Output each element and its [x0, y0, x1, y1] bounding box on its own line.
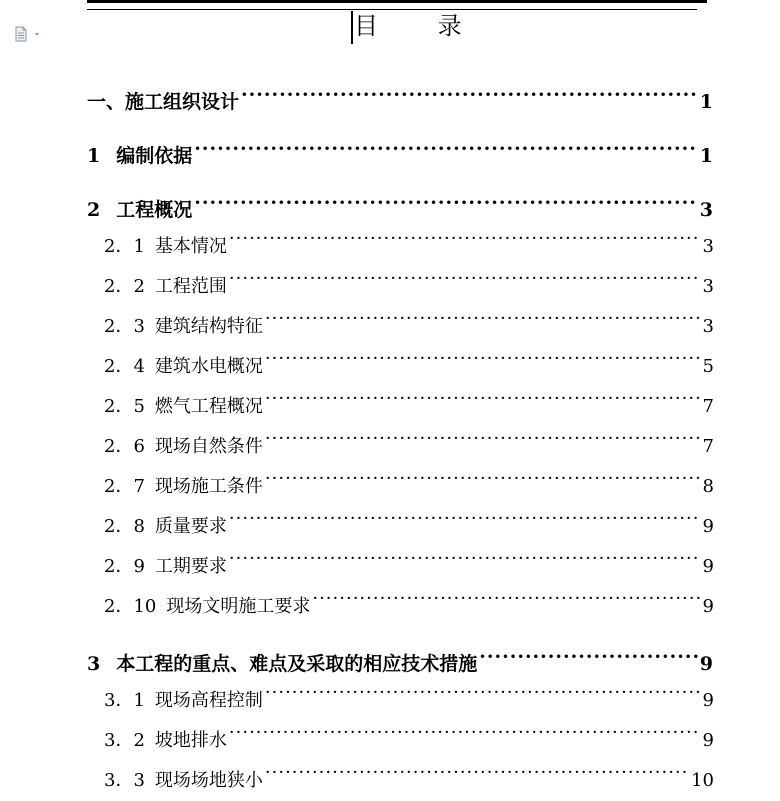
toc-entry-label: 建筑水电概况 [154, 356, 263, 377]
toc-entry-label: 燃气工程概况 [154, 396, 263, 417]
toc-dot-leader [229, 506, 701, 532]
toc-entry[interactable] [104, 426, 714, 457]
toc-entry-number: 3 [87, 653, 101, 675]
toc-entry-number: 2．4 [104, 356, 145, 377]
toc-entry-page: 9 [702, 730, 714, 751]
toc-entry-number: 2．8 [104, 516, 145, 537]
toc-entry[interactable] [104, 680, 714, 711]
toc-entry[interactable] [104, 266, 714, 297]
toc-dot-leader [265, 306, 701, 332]
toc-entry-label: 编制依据 [116, 145, 193, 167]
toc-entry-page: 3 [702, 276, 714, 297]
toc-entry[interactable] [104, 506, 714, 537]
toc-entry-label: 本工程的重点、难点及采取的相应技术措施 [116, 653, 478, 675]
toc-entry-page: 1 [699, 91, 713, 113]
toc-entry[interactable] [104, 546, 714, 577]
toc-entry-number: 2．9 [104, 556, 145, 577]
toc-entry-label: 现场场地狭小 [154, 770, 263, 791]
toc-entry-number: 3．1 [104, 690, 145, 711]
toc-entry-page: 3 [702, 236, 714, 257]
toc-entry-page: 3 [699, 199, 713, 221]
toc-entry-label: 基本情况 [154, 236, 227, 257]
toc-entry-number: 2 [87, 199, 101, 221]
toc-entry-label: 工程范围 [154, 276, 227, 297]
toc-entry[interactable] [104, 226, 714, 257]
toc-entry[interactable] [104, 466, 714, 497]
toc-dot-leader [229, 720, 701, 746]
toc-entry-label: 工程概况 [116, 199, 193, 221]
document-options-icon[interactable] [14, 26, 42, 42]
toc-dot-leader [479, 644, 698, 670]
toc-entry-label: 建筑结构特征 [154, 316, 263, 337]
toc-entry-page: 7 [702, 396, 714, 417]
toc-entry[interactable] [104, 586, 714, 617]
toc-entry-page: 9 [702, 516, 714, 537]
toc-entry-page: 9 [702, 690, 714, 711]
toc-entry-page: 10 [691, 770, 714, 791]
toc-entry-number: 1 [87, 145, 101, 167]
toc-title: 目 录 [354, 12, 488, 40]
toc-dot-leader [229, 266, 701, 292]
toc-dot-leader [194, 190, 698, 216]
toc-entry-label: 现场自然条件 [154, 436, 263, 457]
toc-entry[interactable] [104, 760, 714, 791]
toc-dot-leader [241, 82, 698, 108]
toc-entry-label: 现场文明施工要求 [166, 596, 311, 617]
toc-entry-page: 9 [702, 556, 714, 577]
toc-entry-number: 2．5 [104, 396, 145, 417]
toc-entry-page: 7 [702, 436, 714, 457]
toc-entry-label: 现场高程控制 [154, 690, 263, 711]
toc-entry-page: 9 [699, 653, 713, 675]
toc-dot-leader [265, 386, 701, 412]
toc-dot-leader [229, 226, 701, 252]
toc-entry[interactable] [87, 136, 713, 167]
toc-entry[interactable] [87, 190, 713, 221]
toc-entry-label: 坡地排水 [154, 730, 227, 751]
toc-entry-number: 2．1 [104, 236, 145, 257]
toc-entry[interactable] [104, 720, 714, 751]
toc-dot-leader [265, 466, 701, 492]
toc-dot-leader [312, 586, 700, 612]
toc-entry-page: 3 [702, 316, 714, 337]
toc-entry-label: 现场施工条件 [154, 476, 263, 497]
toc-entry[interactable] [104, 306, 714, 337]
toc-entry-number: 2．6 [104, 436, 145, 457]
toc-entry[interactable] [104, 386, 714, 417]
toc-entry-number: 一、 [87, 91, 126, 113]
toc-dot-leader [265, 426, 701, 452]
toc-dot-leader [265, 346, 701, 372]
toc-dot-leader [265, 680, 701, 706]
toc-entry-page: 9 [702, 596, 714, 617]
toc-entry-page: 1 [699, 145, 713, 167]
toc-entry-label: 工期要求 [154, 556, 227, 577]
toc-entry-label: 质量要求 [154, 516, 227, 537]
toc-dot-leader [229, 546, 701, 572]
toc-dot-leader [265, 760, 689, 786]
toc-entry[interactable] [87, 82, 713, 113]
toc-dot-leader [194, 136, 698, 162]
toc-entry-number: 2．2 [104, 276, 145, 297]
toc-entry-number: 3．3 [104, 770, 145, 791]
toc-entry[interactable] [104, 346, 714, 377]
toc-entry-page: 5 [702, 356, 714, 377]
toc-entry-number: 3．2 [104, 730, 145, 751]
toc-entry-number: 2．7 [104, 476, 145, 497]
toc-entry-number: 2．3 [104, 316, 145, 337]
toc-entry-page: 8 [702, 476, 714, 497]
header-thick-rule [87, 0, 707, 3]
text-cursor [351, 11, 353, 44]
toc-entry[interactable] [87, 644, 713, 675]
toc-entry-number: 2．10 [104, 596, 157, 617]
toc-entry-label: 施工组织设计 [125, 91, 240, 113]
